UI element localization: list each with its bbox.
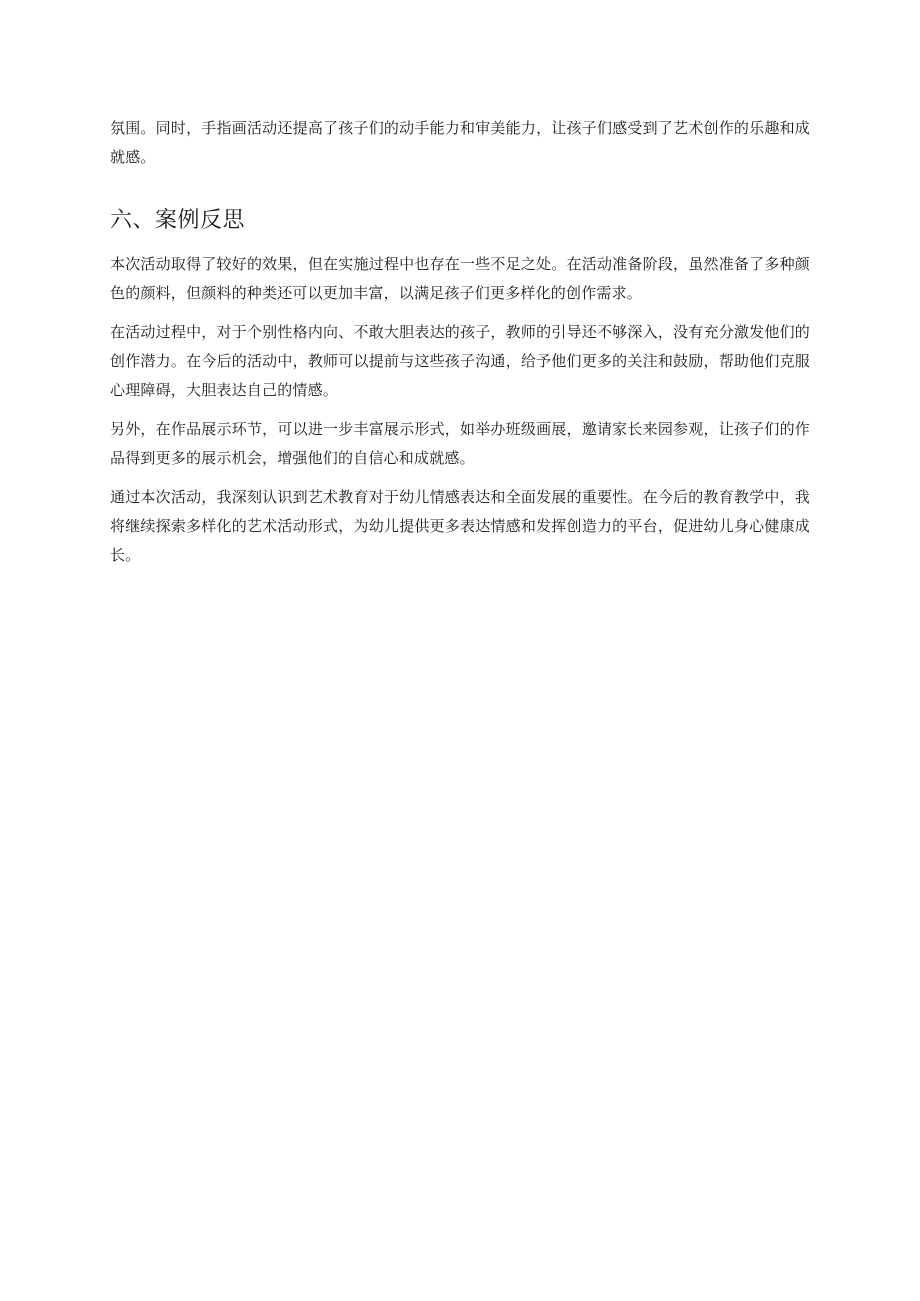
paragraph-3: 另外，在作品展示环节，可以进一步丰富展示形式，如举办班级画展，邀请家长来园参观，让孩子们的作品得到更多的展示机会，增强他们的自信心和成就感。 <box>110 420 810 467</box>
intro-paragraph: 氛围。同时，手指画活动还提高了孩子们的动手能力和审美能力，让孩子们感受到了艺术创作的乐趣和成就感。 <box>110 119 810 166</box>
paragraph-4: 通过本次活动，我深刻认识到艺术教育对于幼儿情感表达和全面发展的重要性。在今后的教育教学中，我将继续探索多样化的艺术活动形式，为幼儿提供更多表达情感和发挥创造力的平台，促进幼儿身心健康成长。 <box>110 488 810 564</box>
paragraph-2: 在活动过程中，对于个别性格内向、不敢大胆表达的孩子，教师的引导还不够深入，没有充分激发他们的创作潜力。在今后的活动中，教师可以提前与这些孩子沟通，给予他们更多的关注和鼓励，帮助他们克服心理障碍，大胆表达自己的情感。 <box>110 323 810 399</box>
document-page <box>110 114 810 580</box>
section-heading: 六、案例反思 <box>110 208 246 233</box>
paragraph-1: 本次活动取得了较好的效果，但在实施过程中也存在一些不足之处。在活动准备阶段，虽然准备了多种颜色的颜料，但颜料的种类还可以更加丰富，以满足孩子们更多样化的创作需求。 <box>110 255 810 302</box>
